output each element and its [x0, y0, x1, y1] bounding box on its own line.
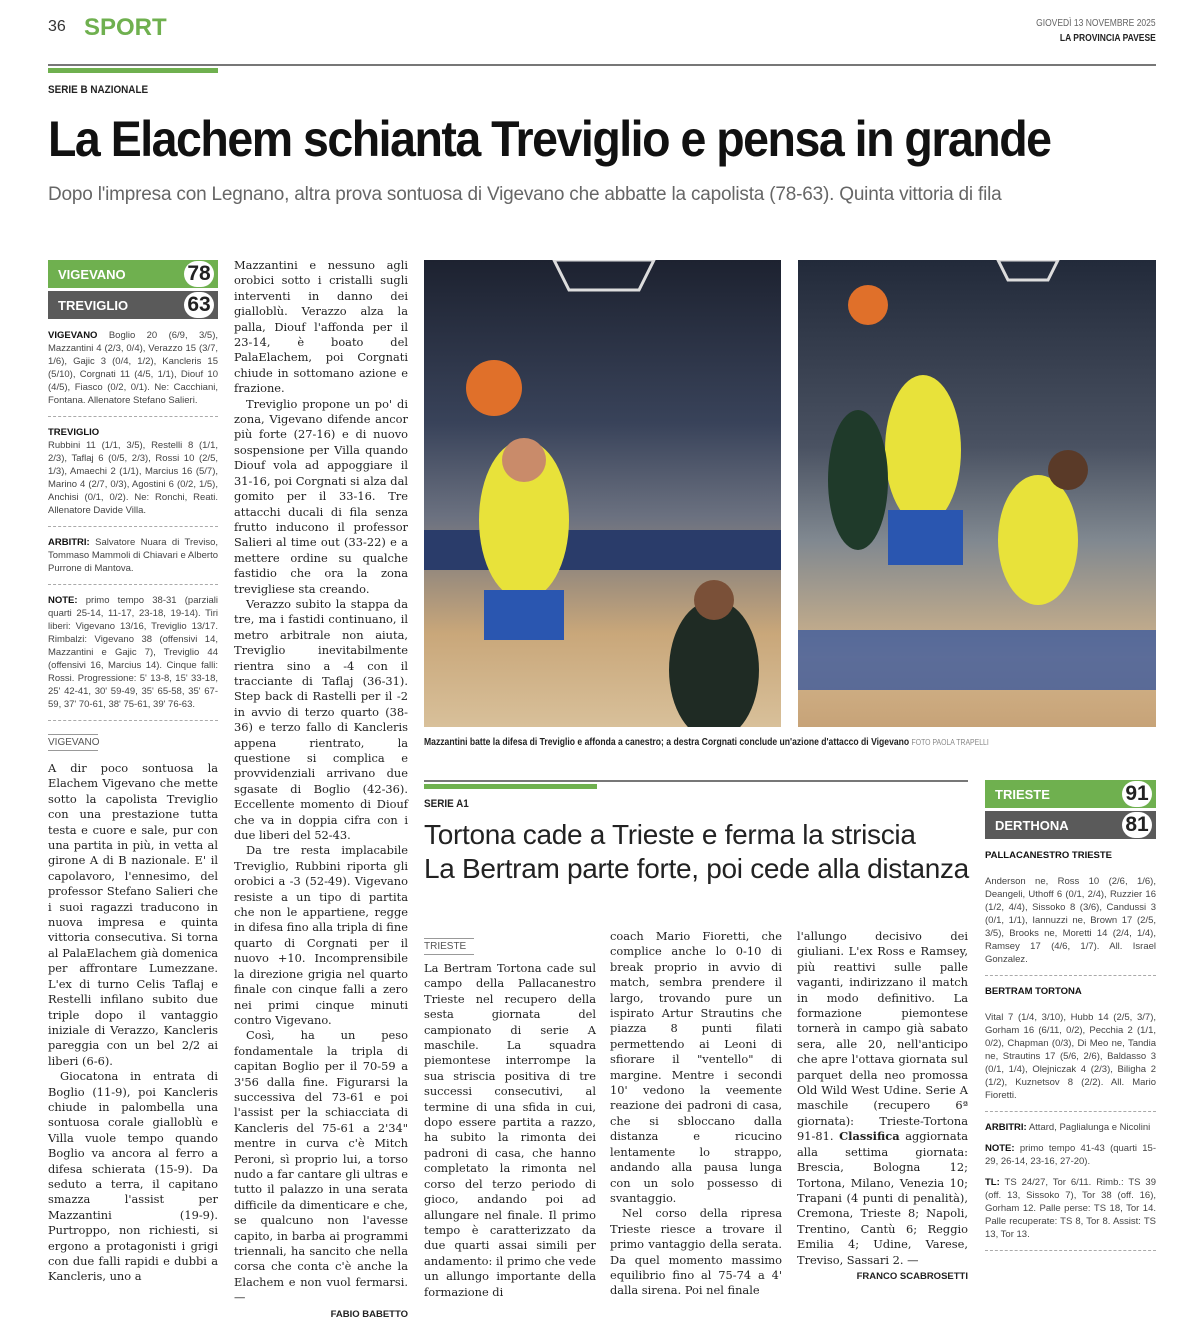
article-body-col2: Mazzantini e nessuno agli orobici sotto i cristalli sugli interventi in danno dei gialloblù. Verazzo alza la palla, Diouf l'affonda per il 23-14, è boato del PalaElachem, poi Corgnati chiude in sottomano azione e frazione. Treviglio propone un po' di zona, Vigevano difende ancor più forte (27-16) e di nuovo sospensione per Villa quando Diouf vola ad appoggiare il 31-16, poi Corgnati si alza dal gomito per il 33-16. Tre attacchi ducali di fila senza frutto inducono il professor Salieri al time out (33-22) e a mettere ordine su qualche fastidio che ora la zona trevigliese sta creando. Verazzo subito la stappa da tre, ma i fastidi continuano, il metro arbitrale non aiuta, Treviglio inevitabilmente rientra sino a -4 con il tracciante di Taflaj (36-31). Step back di Rastelli per il -2 in avvio di terzo quarto (38-36) e terzo fallo di Kancleris appena rientrato, la questione si complica e provvidenziali arrivano due sgasate di Boglio (42-36). Eccellente momento di Diouf che va in doppia cifra con i due liberi del 52-43. Da tre resta implacabile Treviglio, Rubbini riporta gli orobici a -3 (52-49). Vigevano resiste a un tipo di partita che non le appartiene, regge in difesa fino alla tripla di fine quarto di Corgnati per il nuovo +10. Incomprensibile la direzione grigia nel quarto finale con cinque falli a zero nei primi cinque minuti contro Vigevano. Così, ha un peso fondamentale la tripla di capitan Boglio per il 70-59 a 3'56 dalla fine. Figurarsi la successiva del 73-61 e poi l'assist per la schiacciata di Kancleris del 75-61 a 2'34" mentre in curva c'è Mitch Peroni, sì proprio lui, a torso nudo a far cantare gli ultras e tutto il palazzo in una serata difficile da dimenticare e che, se qualcuno non l'avesse capito, in barba ai programmi triennali, ha sancito che nella corsa che conta c'è anche la Elachem e non vuol fermarsi. — FABIO BABETTO	[234, 258, 408, 1320]
dateline: VIGEVANO	[48, 734, 98, 751]
basketball-photo	[424, 260, 781, 727]
section-title: SPORT	[84, 14, 167, 41]
article2-col1: TRIESTE La Bertram Tortona cade sul campo della Pallacanestro Trieste nel recupero della sesta giornata del campionato di serie A maschile. La squadra piemontese interrompe la sua striscia positiva di tre successi consecutivi, al termine di una sfida in cui, dopo essere partita a razzo, ha subito la rimonta dei padroni di casa, che hanno completato la rimonta nel corso del terzo periodo di gioco, andando poi ad allungare nel finale. Il primo tempo è caratterizzato da due quarti assai simili per andamento: il primo che vede un allungo importante della formazione di	[424, 934, 596, 1300]
stats-treviglio: TREVIGLIO Rubbini 11 (1/1, 3/5), Restelli 8 (1/1, 2/3), Taflaj 6 (0/5, 2/3), Rossi 10 (2/5, 1/3), Amaechi 2 (1/1), Marcius 16 (5/7), Marino 4 (2/7, 0/3), Agostini 6 (0/2, 1/5), Anchisi (0/1, 0/2). Ne: Ronchi, Reati. Allenatore Davide Villa.	[48, 427, 218, 516]
issue-date: GIOVEDÌ 13 NOVEMBRE 2025	[1036, 18, 1156, 29]
header-rule	[48, 64, 1156, 66]
author: FRANCO SCABROSETTI	[856, 1270, 968, 1282]
photo-credit: FOTO PAOLA TRAPELLI	[911, 738, 989, 747]
headline: La Elachem schianta Treviglio e pensa in grande	[48, 111, 1051, 167]
score-row-away: DERTHONA 81	[985, 811, 1156, 839]
stats-notes: NOTE: primo tempo 41-43 (quarti 15-29, 26-14, 23-16, 27-20).	[985, 1143, 1156, 1167]
article2-col2: coach Mario Fioretti, che complice anche lo 0-10 di break proprio in avvio di match, sembra prendere il largo, trovando pure un ispirato Artur Strautins che piazza 8 punti filati permettendo ai Leoni di sfiorare il "ventello" di margine. Mentre i secondi 10' vedono la veemente reazione dei padroni di casa, che si sbloccano dalla distanza e ricucino lentamente lo strappo, andando alla pausa lunga con un solo possesso di svantaggio. Nel corso della ripresa Trieste riesce a trovare il primo vantaggio della serata. Da quel momento massimo equilibrio fino al 75-74 a 4' dalla sirena. Poi nel finale	[610, 929, 782, 1298]
kicker: SERIE B NAZIONALE	[48, 84, 149, 96]
score-row-away: TREVIGLIO 63	[48, 291, 218, 319]
stats-tortona: BERTRAM TORTONA Vital 7 (1/4, 3/10), Hubb 14 (2/5, 3/7), Gorham 16 (6/11, 0/2), Pecchia 2 (1/1, 0/2), Chapman (0/3), Di Meo ne, Tandia ne, Strautins 17 (5/6, 2/6), Baldasso 3 (0/1, 1/4), Olejniczak 4 (2/3), Biligha 2 (1/2), Kuznetsov 8 (2/2). All. Mario Fioretti.	[985, 986, 1156, 1101]
stats-notes: NOTE: primo tempo 38-31 (parziali quarti 25-14, 11-17, 23-18, 19-14). Tiri liberi: Vigevano 13/16, Treviglio 13/17. Rimbalzi: Vigevano 38 (offensivi 14, Mazzantini e Gajic 7), Treviglio 44 (offensivi 16, Marcius 14). Cinque falli: Rossi. Progressione: 5' 13-8, 15' 33-18, 25' 42-41, 30' 59-49, 35' 65-58, 35' 67-59, 37' 70-61, 38' 75-61, 39' 76-63.	[48, 595, 218, 710]
article-body-col1: A dir poco sontuosa la Elachem Vigevano che mette sotto la capolista Treviglio con una prestazione tutta testa e cuore e sale, pur con una partita in più, in vetta al girone A di B nazionale. E' il capolavoro, l'ennesimo, del professor Stefano Salieri che i suoi ragazzi traducono in nuova impresa e quinta vittoria consecutiva. Si torna al PalaElachem già domenica per affrontare Lumezzane. L'ex di turno Celis Taflaj e Restelli infilano subito due triple dopo il vantaggio iniziale di Verazzo, Kancleris pareggia con un bel 2/2 ai liberi (6-6). Giocatona in entrata di Boglio (11-9), poi Kancleris chiude in palombella una sontuosa corale gialloblù e Villa vuole tempo quando Boglio va ancora al ferro a difesa schierata (15-9). Da seduto a terra, il capitano smazza l'assist per Mazzantini (19-9). Purtroppo, non richiesti, si ergono a protagonisti i grigi con due falli rapidi e dubbi a Kancleris, uno a	[48, 761, 218, 1284]
section-rule	[424, 780, 968, 782]
author: FABIO BABETTO	[330, 1308, 408, 1320]
stats-sidebar	[985, 780, 1156, 1260]
score-row-home: VIGEVANO 78	[48, 260, 218, 288]
subtitle: Dopo l'impresa con Legnano, altra prova sontuosa di Vigevano che abbatte la capolista (78-63). Quinta vittoria di fila	[48, 184, 1002, 205]
stats-vigevano: VIGEVANO Boglio 20 (6/9, 3/5), Mazzantini 4 (2/3, 0/4), Verazzo 15 (3/7, 1/6), Gajic 3 (0/4, 1/2), Kancleris 15 (5/10), Corgnati 11 (4/5, 1/1), Diouf 10 (4/5), Fiasco (0/2, 0/1). Ne: Cacchiani, Fontana. Allenatore Stefano Salieri.	[48, 330, 218, 406]
photo-mazzantini	[424, 260, 781, 727]
stats-referees: ARBITRI: Attard, Paglialunga e Nicolini	[985, 1122, 1151, 1133]
stats-tl: TL: TS 24/27, Tor 6/11. Rimb.: TS 39 (off. 13, Sissoko 7), Tor 38 (off. 16), Gorham 12. Palle perse: TS 18, Tor 14. Palle recuperate: TS 8, Tor 8. Assist: TS 13, Tor 13.	[985, 1177, 1156, 1240]
kicker: SERIE A1	[424, 798, 469, 810]
newspaper-name: LA PROVINCIA PAVESE	[1060, 33, 1156, 44]
accent-bar	[48, 68, 218, 73]
stats-column	[48, 260, 218, 1285]
article2-col3: l'allungo decisivo dei giuliani. L'ex Ross e Ramsey, più reattivi sulle palle vaganti, indirizzano il match in modo definitivo. La formazione piemontese tornerà in campo già sabato sera, alle 20, nell'anticipo che apre l'ottava giornata sul parquet della neo promossa Old Wild West Udine. Serie A maschile (recupero 6ª giornata): Trieste-Tortona 91-81. Classifica aggiornata alla settima giornata: Brescia, Bologna 12; Tortona, Milano, Venezia 10; Trapani (4 punti di penalità), Cremona, Trieste 8; Napoli, Trentino, Cantù 6; Reggio Emilia 4; Udine, Varese, Treviso, Sassari 2. — FRANCO SCABROSETTI	[797, 929, 969, 1282]
page-number: 36	[48, 18, 66, 35]
photo-caption: Mazzantini batte la difesa di Treviglio e affonda a canestro; a destra Corgnati conclude un'azione d'attacco di Vigevano FOTO PAOLA TRAPELLI	[424, 737, 989, 748]
score-row-home: TRIESTE 91	[985, 780, 1156, 808]
stats-referees: ARBITRI: Salvatore Nuara di Treviso, Tommaso Mammoli di Chiavari e Alberto Purrone di Mantova.	[48, 537, 219, 574]
accent-bar	[424, 784, 597, 789]
dateline: TRIESTE	[424, 938, 474, 955]
photo-corgnati	[798, 260, 1156, 727]
headline-secondary: Tortona cade a Trieste e ferma la striscia La Bertram parte forte, poi cede alla distanza	[424, 819, 969, 884]
stats-trieste: PALLACANESTRO TRIESTE Anderson ne, Ross 10 (2/6, 1/6), Deangeli, Uthoff 6 (0/1, 2/4), Ruzzier 16 (1/2, 4/4), Sissoko 8 (3/6), Candussi 3 (0/1, 1/1), Iannuzzi ne, Brown 17 (2/5, 3/5), Brooks ne, Moretti 14 (2/4, 1/4), Ramsey 17 (4/6, 1/7). All. Israel Gonzalez.	[985, 850, 1156, 965]
